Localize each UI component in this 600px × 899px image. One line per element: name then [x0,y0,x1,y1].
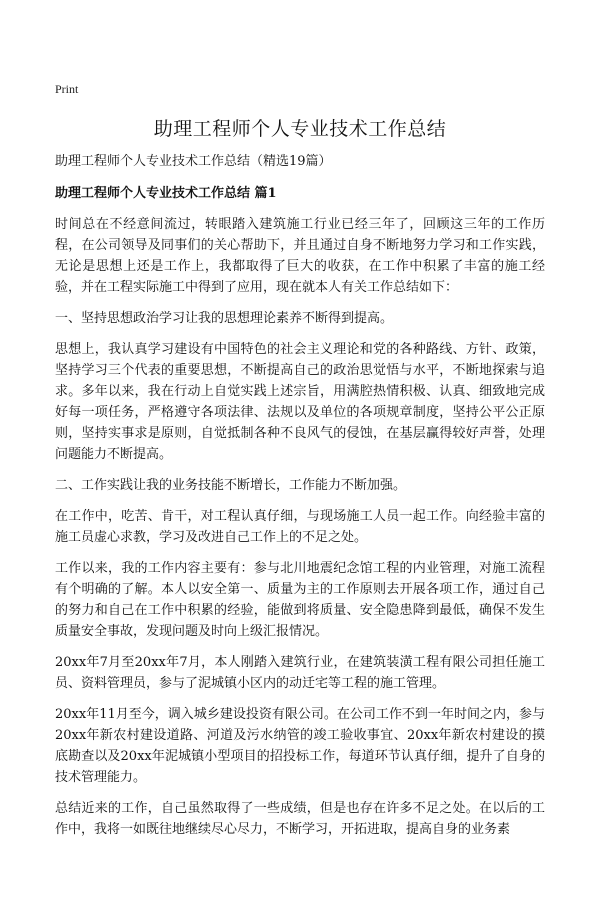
paragraph-heading-two: 二、工作实践让我的业务技能不断增长，工作能力不断加强。 [55,478,407,493]
section-heading: 助理工程师个人专业技术工作总结 篇1 [55,186,277,201]
paragraph-history-one: 20xx年7月至20xx年7月，本人刚踏入建筑行业，在建筑装潢工程有限公司担任施工员、资料管理员，参与了泥城镇小区内的动迁宅等工程的施工管理。 [55,655,545,691]
paragraph-intro: 时间总在不经意间流过，转眼踏入建筑施工行业已经三年了，回顾这三年的工作历程，在公司领导及同事们的关心帮助下，并且通过自身不断地努力学习和工作实践，无论是思想上还是工作上，我都取得了巨大的收获，在工作中积累了丰富的施工经验，并在工程实际施工中得到了应用，现在就本人有关工作总结如下： [55,217,545,295]
document-subtitle: 助理工程师个人专业技术工作总结（精选19篇） [55,154,332,169]
document-body [55,152,545,850]
paragraph-work-content: 工作以来，我的工作内容主要有：参与北川地震纪念馆工程的内业管理，对施工流程有个明确的了解。本人以安全第一、质量为主的工作原则去开展各项工作，通过自己的努力和自己在工作中积累的经验，能做到将质量、安全隐患降到最低，确保不发生质量安全事故，发现问题及时向上级汇报情况。 [55,561,545,639]
paragraph-work-attitude: 在工作中，吃苦、肯干，对工程认真仔细，与现场施工人员一起工作。向经验丰富的施工员虚心求教，学习及改进自己工作上的不足之处。 [55,509,545,545]
paragraph-history-two: 20xx年11月至今，调入城乡建设投资有限公司。在公司工作不到一年时间之内，参与20xx年新农村建设道路、河道及污水纳管的竣工验收事宜、20xx年新农村建设的摸底勘查以及20xx年泥城镇小型项目的招投标工作，每道环节认真仔细，提升了自身的技术管理能力。 [55,707,545,785]
paragraph-summary: 总结近来的工作，自己虽然取得了一些成绩，但是也存在许多不足之处。在以后的工作中，我将一如既往地继续尽心尽力，不断学习，开拓进取，提高自身的业务素 [55,801,545,837]
paragraph-thought: 思想上，我认真学习建设有中国特色的社会主义理论和党的各种路线、方针、政策，坚持学习三个代表的重要思想，不断提高自己的政治思觉悟与水平，不断地探索与追求。多年以来，我在行动上自觉实践上述宗旨，用满腔热情积极、认真、细致地完成好每一项任务，严格遵守各项法律、法规以及单位的各项规章制度，坚持公平公正原则，坚持实事求是原则，自觉抵制各种不良风气的侵蚀，在基层赢得较好声誉，处理问题能力不断提高。 [55,342,545,462]
paragraph-heading-one: 一、坚持思想政治学习让我的思想理论素养不断得到提高。 [55,311,394,326]
document-title: 助理工程师个人专业技术工作总结 [153,118,447,140]
print-label: Print [55,82,79,96]
